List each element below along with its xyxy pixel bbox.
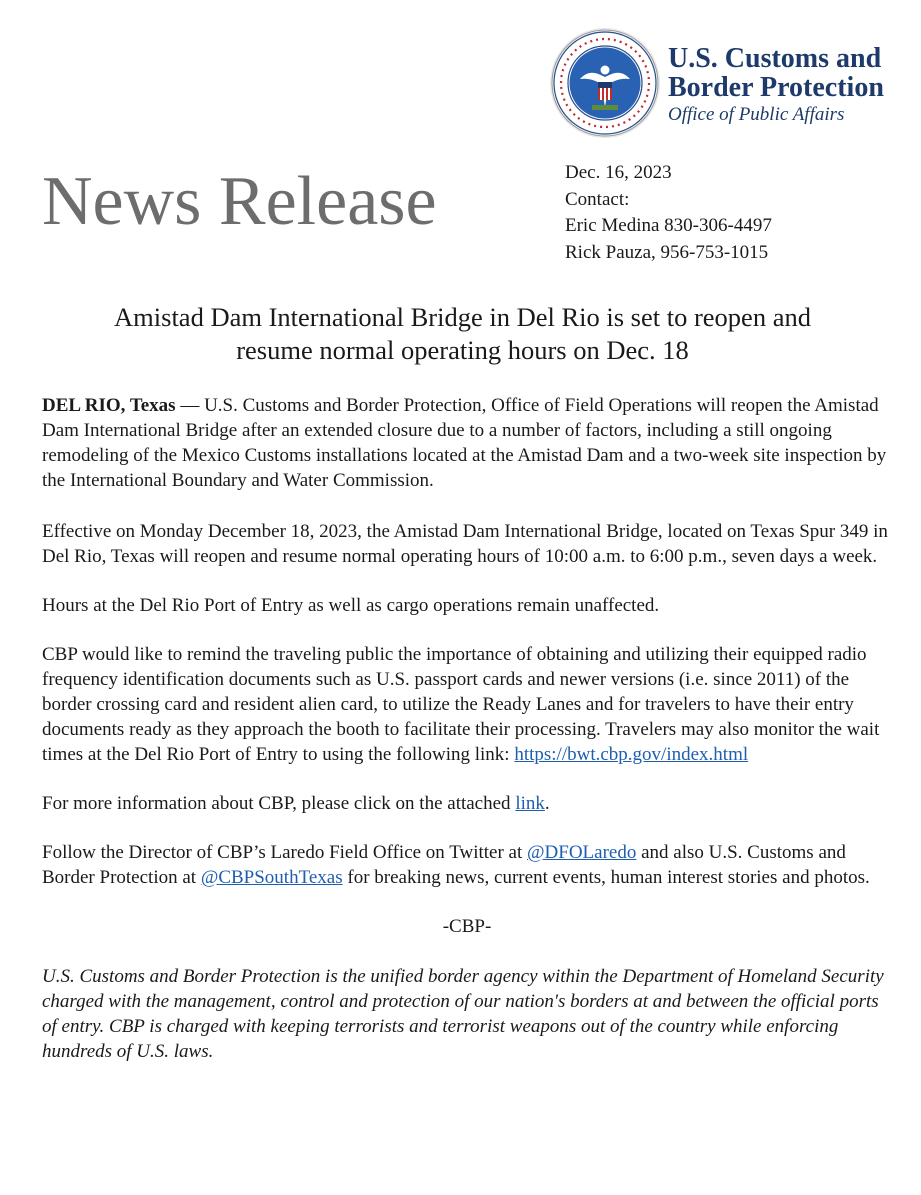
- contact-person-2: Rick Pauza, 956-753-1015: [565, 241, 769, 263]
- contact-person-1: Eric Medina 830-306-4497: [565, 215, 772, 236]
- headline: [40, 301, 885, 367]
- paragraph-6-text-c: for breaking news, current events, human interest stories and photos.: [342, 867, 870, 888]
- agency-name-block: [668, 45, 884, 124]
- paragraph-5-text: For more information about CBP, please click on the attached: [42, 793, 516, 814]
- article-body: [42, 393, 892, 1088]
- border-wait-times-link[interactable]: https://bwt.cbp.gov/index.html: [514, 744, 749, 765]
- paragraph-4-text: CBP would like to remind the traveling public the importance of obtaining and utilizing their equipped radio frequency identification documents such as U.S. passport cards and newer versions (i.e. since 2011) of the border crossing card and resident alien card, to utilize the Ready Lanes and for travelers to have their entry documents ready as they approach the booth to facilitate their processing. Travelers may also monitor the wait times at the Del Rio Port of Entry to using the following link:: [42, 644, 880, 765]
- dateline: DEL RIO, Texas: [42, 395, 176, 416]
- paragraph-5-end: .: [544, 793, 550, 814]
- paragraph-5: [42, 791, 892, 816]
- paragraph-6-text-a: Follow the Director of CBP’s Laredo Field Office on Twitter at: [42, 842, 528, 863]
- paragraph-6: [42, 840, 892, 890]
- dhs-cbp-seal-icon: [549, 27, 661, 139]
- paragraph-1: [42, 393, 892, 493]
- more-info-link[interactable]: link: [515, 793, 545, 814]
- contact-block: [565, 160, 772, 266]
- paragraph-1-text: — U.S. Customs and Border Protection, Office of Field Operations will reopen the Amistad Dam International Bridge after an extended closure due to a number of factors, including a still ongoing remodeling of the Mexico Customs installations located at the Amistad Dam and a two-week site inspection by the International Boundary and Water Commission.: [42, 395, 887, 491]
- paragraph-6-text-b: and also U.S. Customs and Border Protection at: [42, 842, 846, 888]
- office-name: Office of Public Affairs: [668, 104, 845, 125]
- headline-line-2: resume normal operating hours on Dec. 18: [236, 335, 689, 365]
- boilerplate: U.S. Customs and Border Protection is the unified border agency within the Department of Homeland Security charged with the management, control and protection of our nation's borders at and between the official ports of entry. CBP is charged with keeping terrorists and terrorist weapons out of the country while enforcing hundreds of U.S. laws.: [42, 966, 884, 1062]
- paragraph-4: [42, 642, 892, 767]
- cbp-south-texas-twitter-link[interactable]: @CBPSouthTexas: [200, 867, 343, 888]
- headline-line-1: Amistad Dam International Bridge in Del Rio is set to reopen and: [114, 302, 811, 332]
- paragraph-2: Effective on Monday December 18, 2023, the Amistad Dam International Bridge, located on Texas Spur 349 in Del Rio, Texas will reopen and resume normal operating hours of 10:00 a.m. to 6:00 p.m., seven days a week.: [42, 521, 888, 567]
- agency-name-line2: Border Protection: [668, 72, 884, 103]
- dfo-laredo-twitter-link[interactable]: @DFOLaredo: [527, 842, 637, 863]
- contact-label: Contact:: [565, 188, 630, 210]
- page-title: News Release: [42, 163, 437, 240]
- paragraph-3: Hours at the Del Rio Port of Entry as well as cargo operations remain unaffected.: [42, 595, 660, 616]
- agency-name-line1: U.S. Customs and: [668, 43, 882, 74]
- signoff: -CBP-: [442, 916, 492, 937]
- release-date: Dec. 16, 2023: [565, 162, 672, 183]
